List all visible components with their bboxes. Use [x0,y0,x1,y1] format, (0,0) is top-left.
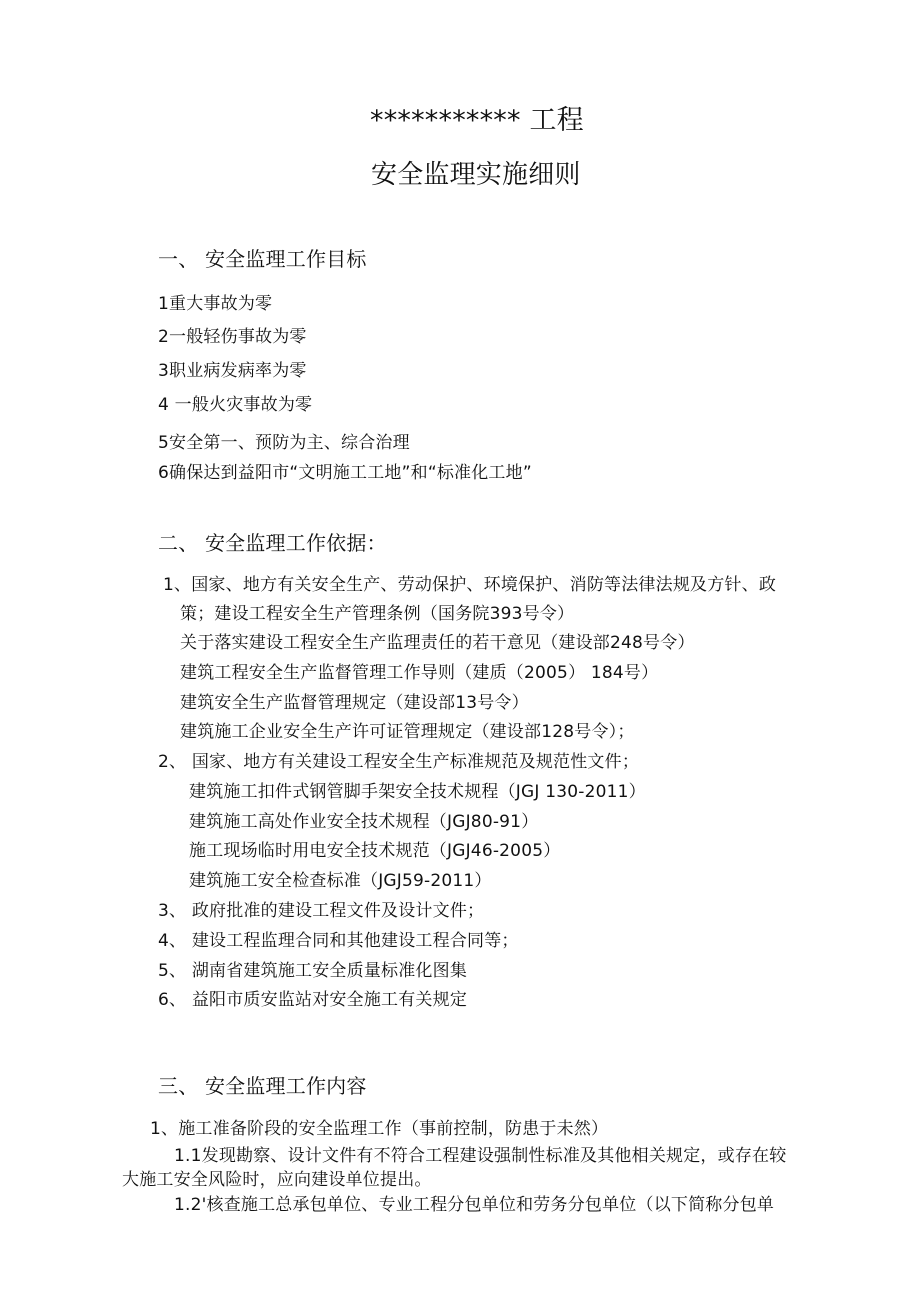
section-3-line: 大施工安全风险时，应向建设单位提出。 [122,1170,432,1190]
section-2-line: 建筑施工扣件式钢管脚手架安全技术规程（JGJ 130-2011） [189,782,646,802]
document-title-line1: *********** 工程 [370,105,584,136]
section-2-line: 建筑施工高处作业安全技术规程（JGJ80-91） [189,812,539,832]
section-2-heading: 二、 安全监理工作依据： [158,531,387,555]
section-2-line: 施工现场临时用电安全技术规范（JGJ46-2005） [189,841,561,861]
section-3-line: 1.1发现勘察、设计文件有不符合工程建设强制性标准及其他相关规定，或存在较 [174,1146,787,1166]
section-2-line: 建筑施工企业安全生产许可证管理规定（建设部128号令）； [180,722,635,742]
section-2-line: 建筑安全生产监督管理规定（建设部13号令） [180,693,529,713]
section-2-line: 关于落实建设工程安全生产监理责任的若干意见（建设部248号令） [180,633,695,653]
section-1-item: 4 一般火灾事故为零 [158,395,313,415]
section-1-item: 6确保达到益阳市“文明施工工地”和“标准化工地” [158,463,532,483]
section-2-line: 4、 建设工程监理合同和其他建设工程合同等； [158,931,519,951]
section-2-line: 1、国家、地方有关安全生产、劳动保护、环境保护、消防等法律法规及方针、政 [163,575,777,595]
section-2-line: 策；建设工程安全生产管理条例（国务院393号令） [180,604,575,624]
document-title-line2: 安全监理实施细则 [371,160,581,190]
section-1-heading: 一、 安全监理工作目标 [158,247,367,271]
section-1-item: 5安全第一、预防为主、综合治理 [158,433,410,453]
section-2-line: 5、 湖南省建筑施工安全质量标准化图集 [158,961,468,981]
section-3-line: 1、施工准备阶段的安全监理工作（事前控制，防患于未然） [150,1119,609,1139]
section-2-line: 3、 政府批准的建设工程文件及设计文件； [158,901,485,921]
section-2-line: 2、 国家、地方有关建设工程安全生产标准规范及规范性文件； [158,752,640,772]
section-3-heading: 三、 安全监理工作内容 [158,1074,367,1098]
section-1-item: 1重大事故为零 [158,294,273,314]
section-1-item: 2一般轻伤事故为零 [158,327,307,347]
section-2-line: 建筑工程安全生产监督管理工作导则（建质（2005） 184号） [180,663,659,683]
section-2-line: 6、 益阳市质安监站对安全施工有关规定 [158,990,468,1010]
section-1-item: 3职业病发病率为零 [158,361,307,381]
section-2-line: 建筑施工安全检查标准（JGJ59-2011） [189,871,492,891]
section-3-line: 1.2'核查施工总承包单位、专业工程分包单位和劳务分包单位（以下简称分包单 [174,1195,775,1215]
